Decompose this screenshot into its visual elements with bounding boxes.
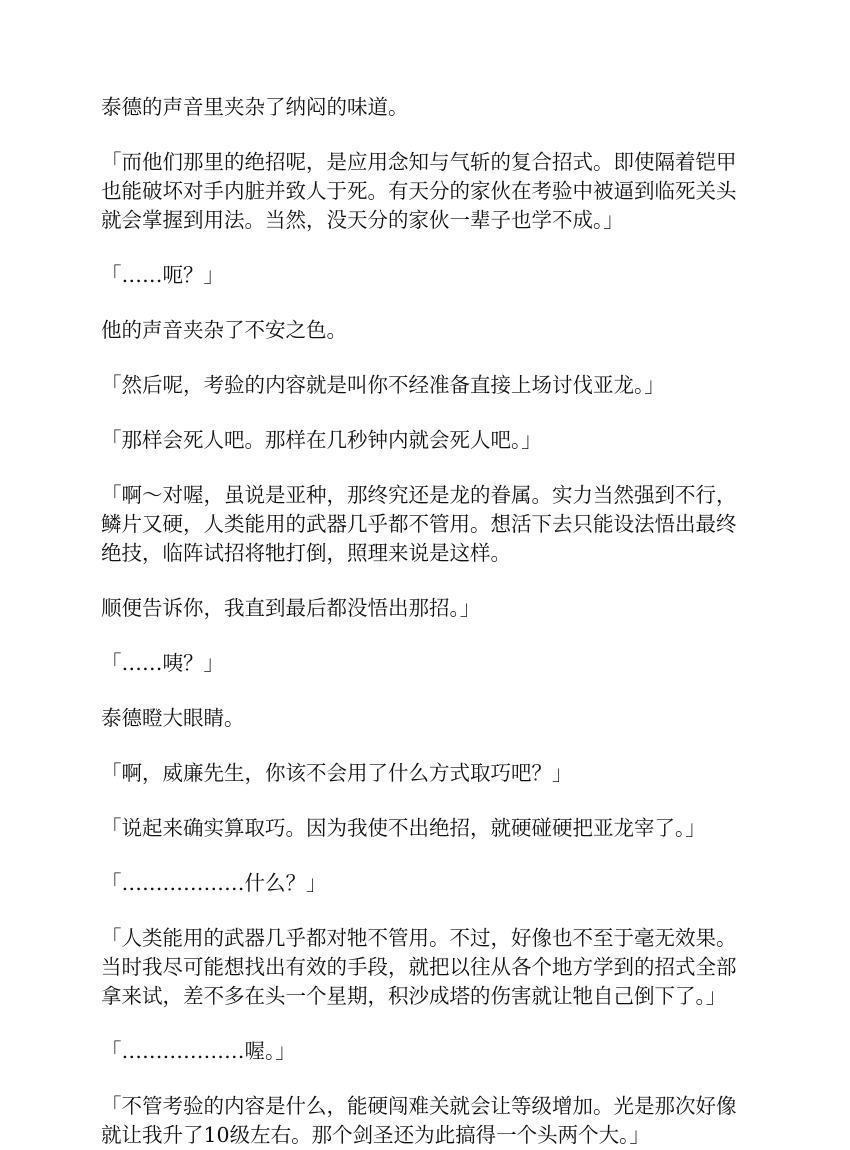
paragraph-6: 「那样会死人吧。那样在几秒钟内就会死人吧。」 [101, 428, 542, 452]
paragraph-3: 「……呃？」 [101, 263, 224, 287]
paragraph-9: 「……咦？」 [101, 651, 224, 675]
paragraph-1: 泰德的声音里夹杂了纳闷的味道。 [101, 95, 409, 119]
paragraph-10: 泰德瞪大眼睛。 [101, 706, 245, 730]
document-page [101, 93, 751, 1150]
paragraph-7: 「啊～对喔，虽说是亚种，那终究还是龙的眷属。实力当然强到不行，鳞片又硬，人类能用的武器几乎都不管用。想活下去只能设法悟出最终绝技，临阵试招将牠打倒，照理来说是这样。 [101, 483, 737, 565]
paragraph-4: 他的声音夹杂了不安之色。 [101, 318, 347, 342]
paragraph-13: 「………………什么？」 [101, 871, 327, 895]
paragraph-2: 「而他们那里的绝招呢，是应用念知与气斩的复合招式。即使隔着铠甲也能破坏对手内脏并致人于死。有天分的家伙在考验中被逼到临死关头就会掌握到用法。当然，没天分的家伙一辈子也学不成。」 [101, 150, 737, 232]
paragraph-15: 「………………喔。」 [101, 1039, 296, 1063]
paragraph-12: 「说起来确实算取巧。因为我使不出绝招，就硬碰硬把亚龙宰了。」 [101, 816, 706, 840]
paragraph-11: 「啊，威廉先生，你该不会用了什么方式取巧吧？」 [101, 761, 573, 785]
paragraph-8: 顺便告诉你，我直到最后都没悟出那招。」 [101, 596, 481, 620]
paragraph-16: 「不管考验的内容是什么，能硬闯难关就会让等级增加。光是那次好像就让我升了10级左右。那个剑圣还为此搞得一个头两个大。」 [101, 1094, 737, 1147]
paragraph-5: 「然后呢，考验的内容就是叫你不经准备直接上场讨伐亚龙。」 [101, 373, 665, 397]
paragraph-14: 「人类能用的武器几乎都对牠不管用。不过，好像也不至于毫无效果。当时我尽可能想找出有效的手段，就把以往从各个地方学到的招式全部拿来试，差不多在头一个星期，积沙成塔的伤害就让牠自己倒下了。」 [101, 926, 737, 1008]
